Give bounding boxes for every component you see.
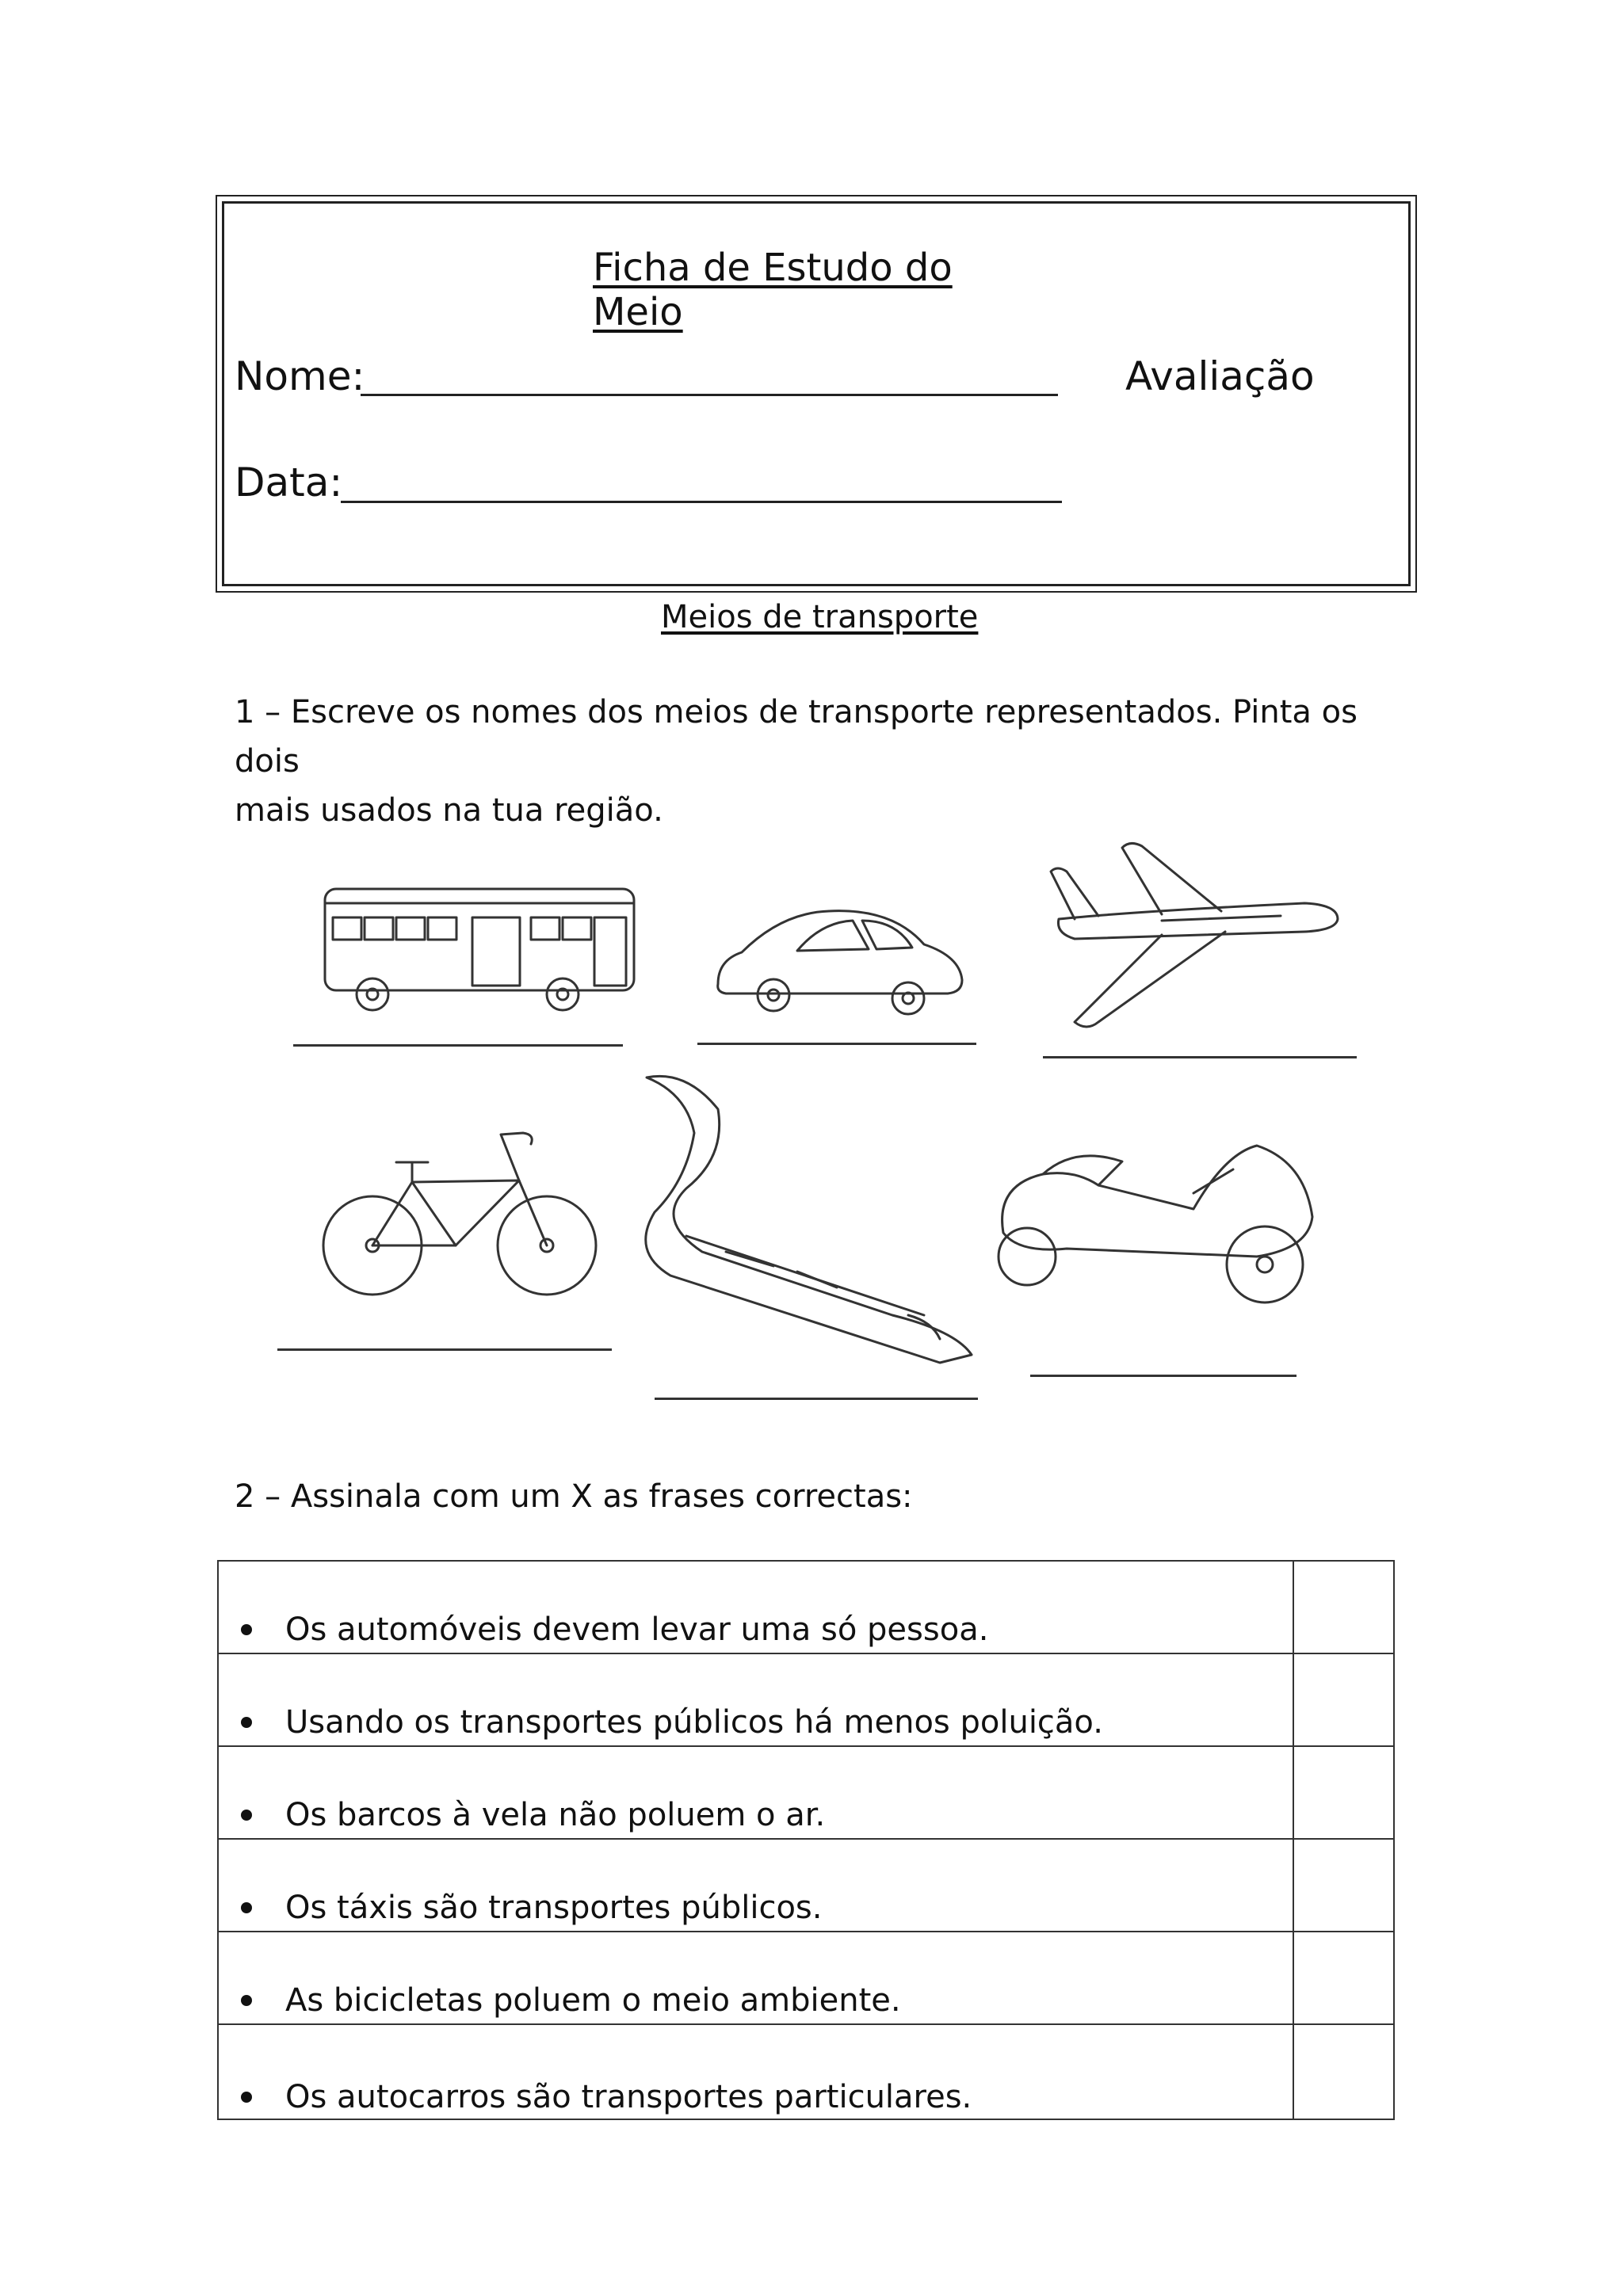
statement-text: Os automóveis devem levar uma só pessoa. xyxy=(285,1611,989,1648)
statement-text: Os táxis são transportes públicos. xyxy=(285,1890,823,1926)
check-box[interactable] xyxy=(1293,2025,1393,2120)
evaluation-label: Avaliação xyxy=(1125,353,1315,399)
question-2: 2 – Assinala com um X as frases correctas: xyxy=(235,1478,913,1515)
check-box[interactable] xyxy=(1293,1932,1393,2023)
question-1 xyxy=(235,688,1423,835)
statement-text: Os autocarros são transportes particulares. xyxy=(285,2079,972,2115)
bullet-icon xyxy=(241,1995,252,2006)
question-1-line-2: mais usados na tua região. xyxy=(235,792,663,829)
table-row xyxy=(219,1840,1393,1932)
date-input-line[interactable] xyxy=(341,501,1062,503)
answer-line-car[interactable] xyxy=(697,1043,976,1045)
table-row xyxy=(219,1562,1393,1654)
worksheet-title: Ficha de Estudo do Meio xyxy=(593,246,953,334)
motorcycle-icon xyxy=(995,1130,1328,1312)
answer-line-bus[interactable] xyxy=(293,1044,623,1047)
statement-text: As bicicletas poluem o meio ambiente. xyxy=(285,1982,901,2019)
name-input-line[interactable] xyxy=(361,394,1058,396)
section-title: Meios de transporte xyxy=(661,599,979,635)
statement-text: Usando os transportes públicos há menos poluição. xyxy=(285,1704,1103,1741)
bullet-icon xyxy=(241,1902,252,1913)
bicycle-icon xyxy=(317,1127,602,1301)
table-row xyxy=(219,2025,1393,2120)
question-1-line-1: 1 – Escreve os nomes dos meios de transporte representados. Pinta os dois xyxy=(235,694,1358,780)
bullet-icon xyxy=(241,2092,252,2103)
answer-line-train[interactable] xyxy=(655,1398,978,1400)
statements-table xyxy=(217,1560,1395,2120)
check-box[interactable] xyxy=(1293,1840,1393,1931)
table-row xyxy=(219,1654,1393,1747)
statement-text: Os barcos à vela não poluem o ar. xyxy=(285,1797,826,1833)
check-box[interactable] xyxy=(1293,1562,1393,1653)
bus-icon xyxy=(317,879,642,1014)
name-label: Nome: xyxy=(235,353,365,399)
train-icon xyxy=(639,1062,987,1379)
bullet-icon xyxy=(241,1624,252,1635)
answer-line-motorcycle[interactable] xyxy=(1030,1375,1296,1377)
car-icon xyxy=(710,897,972,1024)
check-box[interactable] xyxy=(1293,1747,1393,1838)
date-label: Data: xyxy=(235,460,343,505)
table-row xyxy=(219,1747,1393,1840)
table-row xyxy=(219,1932,1393,2025)
bullet-icon xyxy=(241,1717,252,1728)
check-box[interactable] xyxy=(1293,1654,1393,1745)
answer-line-airplane[interactable] xyxy=(1043,1056,1357,1058)
airplane-icon xyxy=(1043,832,1344,1030)
answer-line-bicycle[interactable] xyxy=(277,1348,612,1351)
bullet-icon xyxy=(241,1810,252,1821)
